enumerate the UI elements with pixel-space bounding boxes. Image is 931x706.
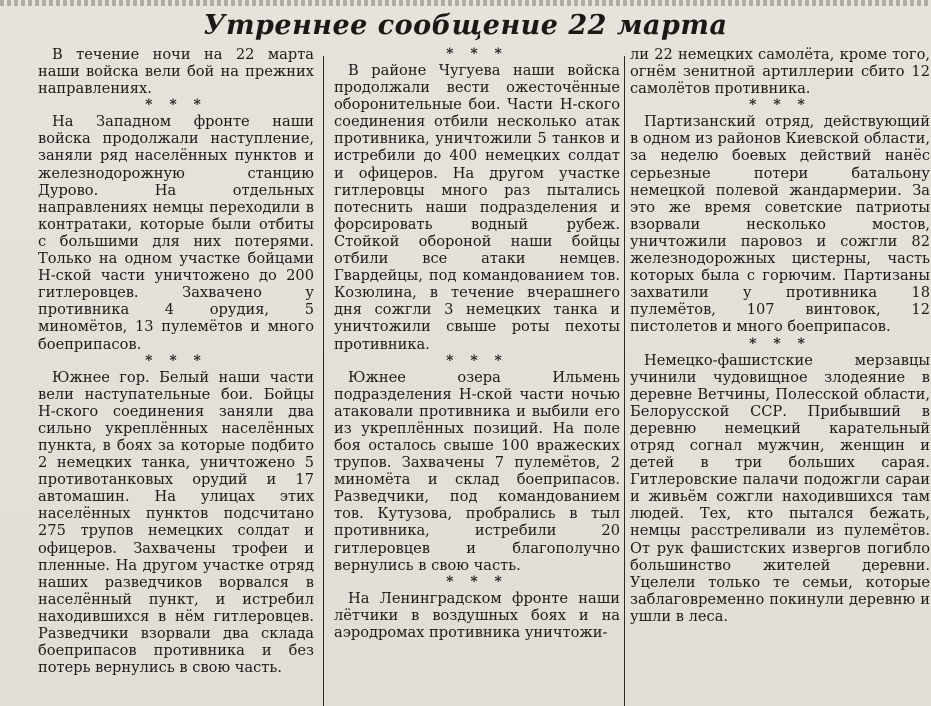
section-separator: * * * (145, 352, 207, 369)
article-paragraph: В районе Чугуева наши войска продолжали вести ожесточённые оборонительные бои. Части Н-ского соединения отбили несколько атак противника, уничтожили 5 танков и истребили до 400 немецких солдат и офицеров. На другом участке гитлеровцы много раз пытались потеснить наши подразделения и форсировать водный рубеж. Стойкой обороной наши бойцы отбили все атаки немцев. Гвардейцы, под командованием тов. Козюлина, в течение вчерашнего дня сожгли 3 немецких танка и уничтожили свыше роты пехоты противника. (334, 62, 620, 353)
headline: Утреннее сообщение 22 марта (203, 10, 728, 41)
article-paragraph: ли 22 немецких самолёта, кроме того, огнём зенитной артиллерии сбито 12 самолётов противника. (630, 46, 930, 98)
column-divider (323, 56, 324, 706)
article-paragraph: На Ленинградском фронте наши лётчики в воздушных боях и на аэродромах противника уничтожи- (334, 589, 620, 641)
section-separator: * * * (749, 335, 811, 352)
article-paragraph: Немецко-фашистские мерзавцы учинили чудовищное злодеяние в деревне Ветчины, Полесской области, Белорусской ССР. Прибывший в деревню немецкий карательный отряд согнал мужчин, женщин и детей в три больших сарая. Гитлеровские палачи подожгли сараи и живьём сожгли находившихся там людей. Тех, кто пытался бежать, немцы расстреливали из пулемётов. От рук фашистских извергов погибло большинство жителей деревни. Уцелели только те семьи, которые заблаговременно покинули деревню и ушли в леса. (630, 351, 930, 625)
article-paragraph: В течение ночи на 22 марта наши войска вели бой на прежних направлениях. (38, 46, 314, 98)
column-3 (630, 46, 930, 706)
article-paragraph: Партизанский отряд, действующий в одном из районов Киевской области, за неделю боевых действий нанёс серьезные потери батальону немецкой полевой жандармерии. За это же время советские патриоты взорвали несколько мостов, уничтожили паровоз и сожгли 82 железнодорожных цистерны, часть которых была с горючим. Партизаны захватили у противника 18 пулемётов, 107 винтовок, 12 пистолетов и много боеприпасов. (630, 113, 930, 336)
article-paragraph: Южнее озера Ильмень подразделения Н-ской части ночью атаковали противника и выбили его из укреплённых позиций. На поле боя осталось свыше 100 вражеских трупов. Захвачены 7 пулемётов, 2 миномёта и склад боеприпасов. Разведчики, под командованием тов. Кутузова, пробрались в тыл противника, истребили 20 гитлеровцев и благополучно вернулись в свою часть. (334, 368, 620, 574)
column-2 (334, 46, 620, 706)
article-paragraph: Южнее гор. Белый наши части вели наступательные бои. Бойцы Н-ского соединения заняли два сильно укреплённых населённых пункта, в боях за которые подбито 2 немецких танка, уничтожено 5 противотанковых орудий и 17 автомашин. На улицах этих населённых пунктов подсчитано 275 трупов немецких солдат и офицеров. Захвачены трофеи и пленные. На другом участке отряд наших разведчиков ворвался в населённый пункт, и истребил находившихся в нём гитлеровцев. Разведчики взорвали два склада боеприпасов противника и без потерь вернулись в свою часть. (38, 368, 314, 677)
section-separator: * * * (145, 97, 207, 114)
section-separator: * * * (446, 573, 508, 590)
section-separator: * * * (749, 97, 811, 114)
column-divider (624, 56, 625, 706)
column-1 (38, 46, 314, 706)
section-separator: * * * (446, 46, 508, 62)
section-separator: * * * (446, 352, 508, 369)
article-paragraph: На Западном фронте наши войска продолжали наступление, заняли ряд населённых пунктов и железнодорожную станцию Дурово. На отдельных направлениях немцы переходили в контратаки, которые были отбиты с большими для них потерями. Только на одном участке бойцами Н-ской части уничтожено до 200 гитлеровцев. Захвачено у противника 4 орудия, 5 миномётов, 13 пулемётов и много боеприпасов. (38, 113, 314, 353)
